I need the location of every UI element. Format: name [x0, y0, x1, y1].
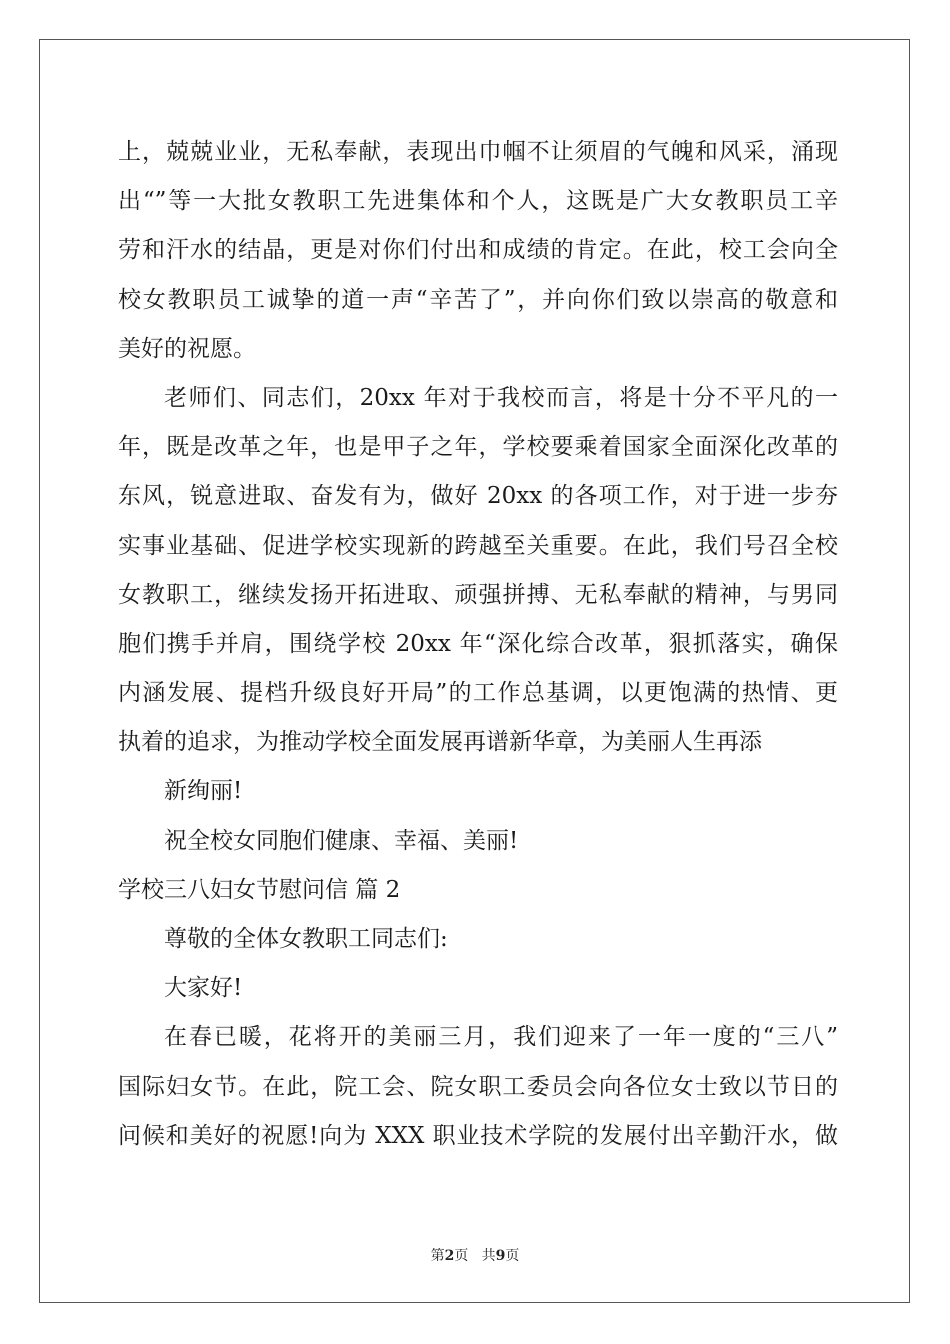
- text-line: 老师们、同志们，20xx 年对于我校而言，将是十分不平凡的一: [164, 384, 838, 411]
- text-line: 劳和汗水的结晶，更是对你们付出和成绩的肯定。在此，校工会向全: [118, 237, 838, 264]
- greeting: 大家好!: [164, 975, 243, 1002]
- page-suffix: 页: [505, 1248, 520, 1264]
- section-heading: 学校三八妇女节慰问信 篇 2: [118, 876, 401, 903]
- text-line: 在春已暖，花将开的美丽三月，我们迎来了一年一度的“三八”: [164, 1024, 838, 1051]
- text-line: 问候和美好的祝愿!向为 XXX 职业技术学院的发展付出辛勤汗水，做: [118, 1122, 838, 1149]
- text-line: 祝全校女同胞们健康、幸福、美丽!: [164, 827, 519, 854]
- page-prefix: 第: [430, 1248, 445, 1264]
- text-line: 上，兢兢业业，无私奉献，表现出巾帼不让须眉的气魄和风采，涌现: [118, 139, 838, 165]
- text-line: 执着的追求，为推动学校全面发展再谱新华章，为美丽人生再添: [118, 729, 762, 756]
- text-line: 国际妇女节。在此，院工会、院女职工委员会向各位女士致以节日的: [118, 1073, 838, 1100]
- text-line: 实事业基础、促进学校实现新的跨越至关重要。在此，我们号召全校: [118, 532, 838, 559]
- document-body: [118, 128, 838, 1161]
- current-page-number: 2: [444, 1248, 455, 1264]
- text-line: 年，既是改革之年，也是甲子之年，学校要乘着国家全面深化改革的: [118, 434, 838, 461]
- text-line: 出“”等一大批女教职工先进集体和个人，这既是广大女教职员工辛: [118, 188, 838, 215]
- salutation: 尊敬的全体女教职工同志们:: [164, 926, 448, 952]
- text-line: 美好的祝愿。: [118, 335, 256, 362]
- text-line: 内涵发展、提档升级良好开局”的工作总基调，以更饱满的热情、更: [118, 680, 838, 707]
- text-line: 东风，锐意进取、奋发有为，做好 20xx 的各项工作，对于进一步夯: [118, 483, 838, 510]
- total-page-number: 9: [495, 1248, 506, 1264]
- text-line: 校女教职员工诚挚的道一声“辛苦了”，并向你们致以崇高的敬意和: [118, 286, 838, 313]
- text-line: 新绚丽!: [164, 778, 243, 805]
- page-number-footer: [0, 1245, 950, 1265]
- text-line: 女教职工，继续发扬开拓进取、顽强拼搏、无私奉献的精神，与男同: [118, 581, 838, 608]
- page-mid: 页 共: [454, 1248, 496, 1264]
- text-line: 胞们携手并肩，围绕学校 20xx 年“深化综合改革，狠抓落实，确保: [118, 630, 838, 657]
